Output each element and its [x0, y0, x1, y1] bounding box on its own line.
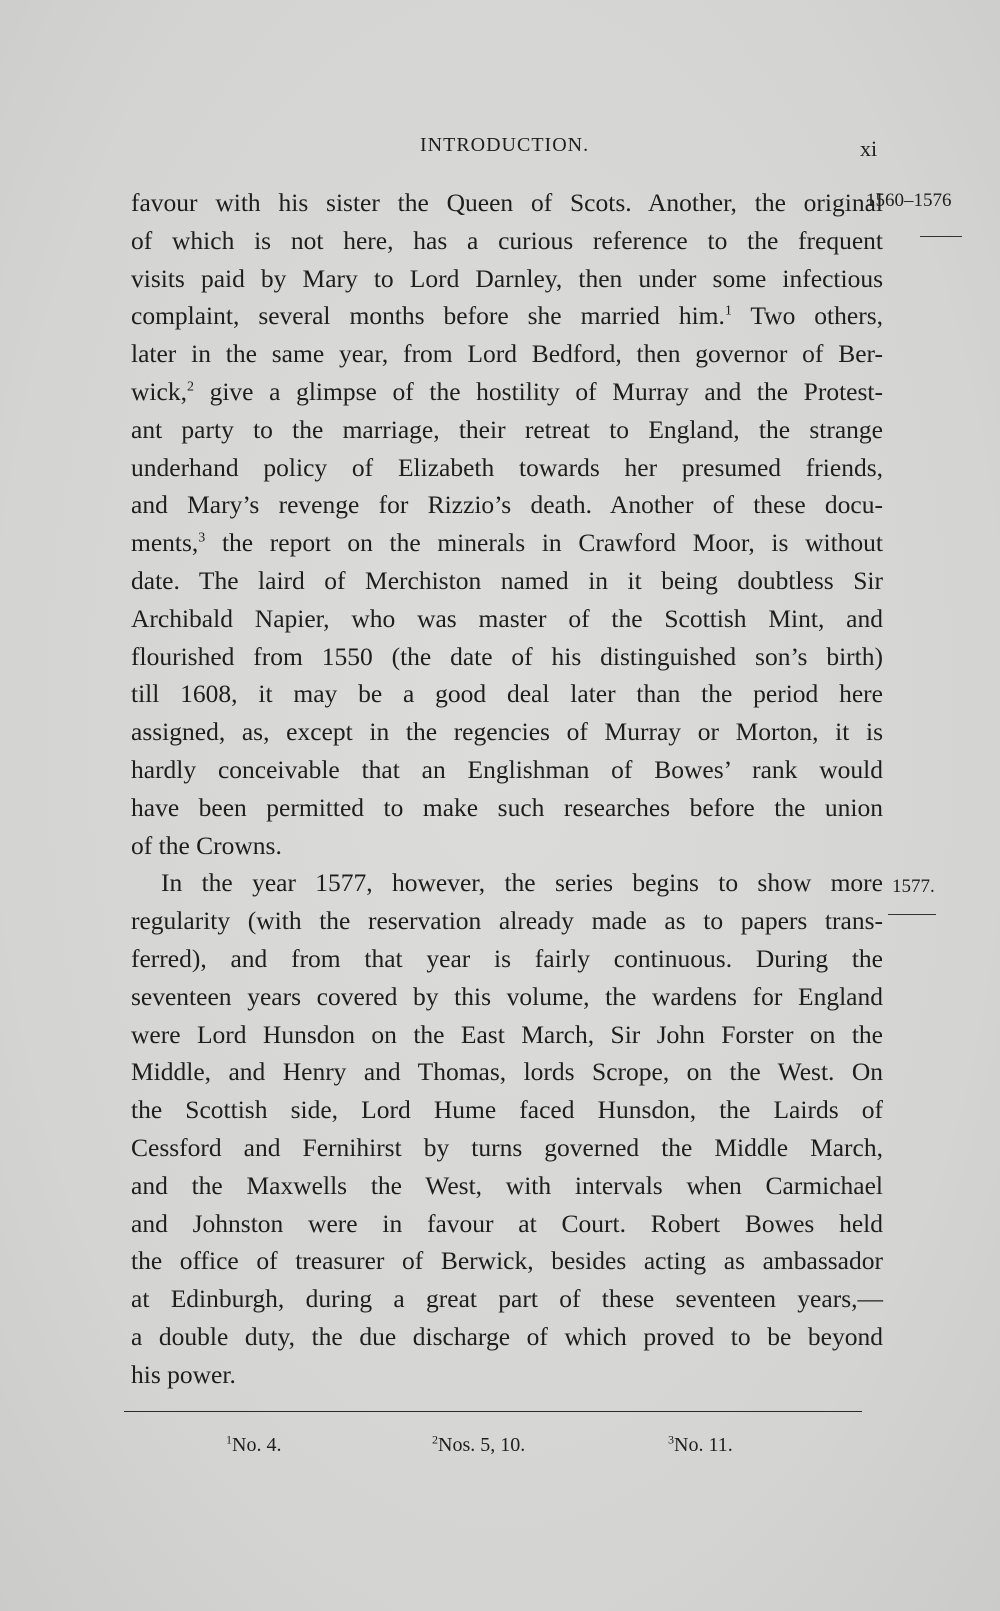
text-segment: ferred), and from that year is fairly continuous. During the — [131, 943, 883, 973]
text-segment: and Johnston were in favour at Court. Robert Bowes held — [131, 1208, 883, 1238]
text-segment: the Scottish side, Lord Hume faced Hunsdon, the Lairds of — [131, 1095, 883, 1125]
text-segment: wick, — [131, 376, 187, 406]
text-segment: favour with his sister the Queen of Scots. Another, the original — [131, 188, 883, 217]
text-segment: Archibald Napier, who was master of the Scottish Mint, and — [131, 603, 883, 633]
footnote-mark: 3 — [668, 1432, 674, 1447]
text-segment: have been permitted to make such researches before the union — [131, 792, 883, 822]
text-line — [131, 335, 883, 373]
text-line — [131, 1091, 883, 1129]
text-segment: a double duty, the due discharge of which proved to be beyond — [131, 1321, 883, 1351]
text-line — [131, 1129, 883, 1167]
text-line — [131, 864, 883, 902]
text-line — [131, 940, 883, 978]
text-line — [131, 1167, 883, 1205]
body-text — [131, 184, 883, 1394]
text-line — [131, 638, 883, 676]
text-segment: of the Crowns. — [131, 830, 282, 860]
footnote-1 — [226, 1434, 281, 1457]
text-line — [131, 1356, 883, 1394]
text-line — [131, 260, 883, 298]
text-line — [131, 902, 883, 940]
footnote-2 — [432, 1434, 525, 1457]
text-segment: ments, — [131, 528, 199, 558]
text-line — [131, 1242, 883, 1280]
text-line — [131, 524, 883, 562]
side-note-rule — [888, 914, 936, 915]
footnote-rule — [124, 1411, 862, 1412]
text-segment: at Edinburgh, during a great part of these seventeen years,— — [131, 1284, 883, 1314]
text-segment: and the Maxwells the West, with intervals when Carmichael — [131, 1170, 883, 1200]
text-segment: visits paid by Mary to Lord Darnley, then under some infectious — [131, 263, 883, 293]
side-note-date-range: 1560–1576 — [866, 190, 952, 211]
text-segment: Two others, — [731, 301, 883, 331]
text-line — [131, 675, 883, 713]
text-segment: hardly conceivable that an Englishman of Bowes’ rank would — [131, 754, 883, 784]
text-line — [131, 751, 883, 789]
footnote-reference: 1 — [724, 303, 732, 319]
text-line — [131, 827, 883, 865]
text-line — [131, 449, 883, 487]
text-line — [131, 297, 883, 335]
page-number: xi — [860, 136, 878, 161]
text-line — [131, 1016, 883, 1054]
text-segment: ant party to the marriage, their retreat to England, the strange — [131, 414, 883, 444]
text-segment: later in the same year, from Lord Bedford, then governor of Ber- — [131, 339, 883, 369]
footnote-text: Nos. 5, 10. — [438, 1434, 526, 1456]
running-head: INTRODUCTION. — [420, 134, 590, 156]
text-line — [131, 373, 883, 411]
text-segment: his power. — [131, 1359, 236, 1389]
text-segment: the office of treasurer of Berwick, besides acting as ambassador — [131, 1246, 883, 1276]
text-segment: assigned, as, except in the regencies of Murray or Morton, it is — [131, 717, 883, 747]
text-line — [131, 1053, 883, 1091]
text-segment: were Lord Hunsdon on the East March, Sir John Forster on the — [131, 1019, 883, 1049]
text-line — [131, 978, 883, 1016]
footnote-mark: 2 — [432, 1432, 438, 1447]
text-line — [131, 411, 883, 449]
text-segment: Cessford and Fernihirst by turns governed the Middle March, — [131, 1132, 883, 1162]
text-segment: till 1608, it may be a good deal later than the period here — [131, 679, 883, 709]
side-note-year: 1577. — [892, 876, 935, 897]
text-segment: the report on the minerals in Crawford Moor, is without — [205, 528, 883, 558]
text-line — [131, 1280, 883, 1318]
text-segment: underhand policy of Elizabeth towards her presumed friends, — [131, 452, 883, 482]
footnote-reference: 3 — [198, 530, 206, 546]
footnote-reference: 2 — [186, 379, 194, 395]
text-line — [131, 486, 883, 524]
text-segment: of which is not here, has a curious reference to the frequent — [131, 225, 883, 255]
footnote-text: No. 4. — [232, 1434, 282, 1456]
text-segment: regularity (with the reservation already made as to papers trans- — [131, 906, 883, 936]
text-segment: seventeen years covered by this volume, the wardens for England — [131, 981, 883, 1011]
footnote-3 — [668, 1434, 733, 1457]
text-segment: complaint, several months before she married him. — [131, 301, 725, 331]
text-line — [131, 789, 883, 827]
side-note-rule — [920, 236, 962, 237]
text-segment: and Mary’s revenge for Rizzio’s death. Another of these docu- — [131, 490, 883, 520]
text-line — [131, 600, 883, 638]
footnote-text: No. 11. — [674, 1434, 733, 1456]
footnote-mark: 1 — [226, 1432, 232, 1447]
text-line — [131, 184, 883, 222]
text-line — [131, 1318, 883, 1356]
text-segment: Middle, and Henry and Thomas, lords Scrope, on the West. On — [131, 1057, 883, 1087]
text-segment: flourished from 1550 (the date of his distinguished son’s birth) — [131, 641, 883, 671]
text-line — [131, 1205, 883, 1243]
text-segment: date. The laird of Merchiston named in it being doubtless Sir — [131, 565, 883, 595]
text-segment: In the year 1577, however, the series begins to show more — [161, 868, 883, 898]
text-segment: give a glimpse of the hostility of Murray and the Protest- — [193, 376, 883, 406]
text-line — [131, 562, 883, 600]
text-line — [131, 713, 883, 751]
text-line — [131, 222, 883, 260]
